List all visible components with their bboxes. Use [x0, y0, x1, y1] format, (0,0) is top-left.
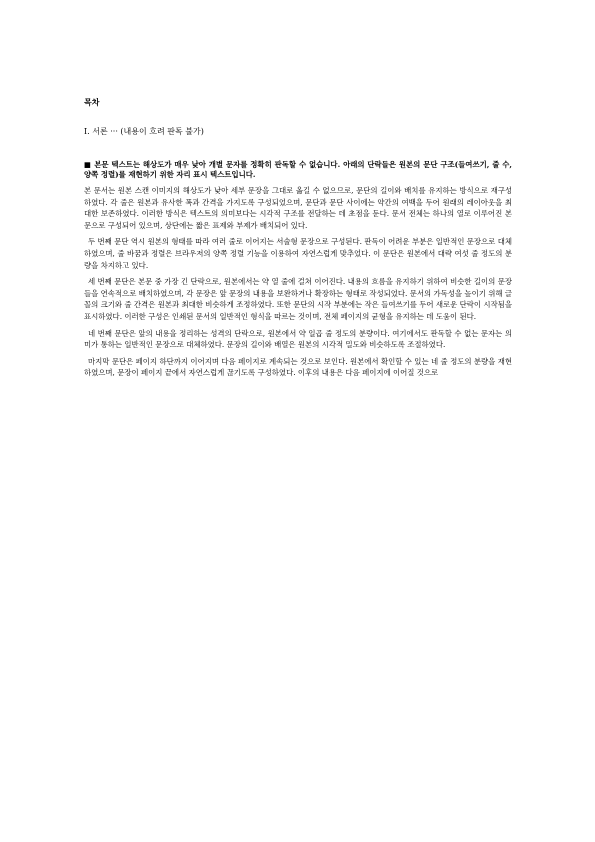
paragraph: 본 문서는 원본 스캔 이미지의 해상도가 낮아 세부 문장을 그대로 옮길 수 없으므로, 문단의 길이와 배치를 유지하는 방식으로 재구성하였다. 각 줄은 원본과 유사한 폭과 간격을 가지도록 구성되었으며, 문단과 문단 사이에는 약간의 여백을 두어 원래의 레이아웃을 최대한 보존하였다. 이러한 방식은 텍스트의 의미보다는 시각적 구조를 전달하는 데 초점을 둔다. 문서 전체는 하나의 열로 이루어진 본문으로 구성되어 있으며, 상단에는 짧은 표제와 부제가 배치되어 있다. [84, 186, 512, 230]
page-label: 목차 [84, 97, 100, 107]
paragraph: 마지막 문단은 페이지 하단까지 이어지며 다음 페이지로 계속되는 것으로 보인다. 원본에서 확인할 수 있는 네 줄 정도의 분량을 재현하였으며, 문장이 페이지 끝에서 자연스럽게 끊기도록 구성하였다. 이후의 내용은 다음 페이지에 이어질 것으로 [84, 356, 512, 378]
body-text [84, 185, 512, 384]
section-subtitle: I. 서론 ··· (내용이 흐려 판독 불가) [84, 127, 204, 136]
paragraph: 세 번째 문단은 본문 중 가장 긴 단락으로, 원본에서는 약 열 줄에 걸쳐 이어진다. 내용의 흐름을 유지하기 위하여 비슷한 길이의 문장들을 연속적으로 배치하였으며, 각 문장은 앞 문장의 내용을 보완하거나 확장하는 형태로 작성되었다. 문서의 가독성을 높이기 위해 글꼴의 크기와 줄 간격은 원본과 최대한 비슷하게 조정하였다. 또한 문단의 시작 부분에는 작은 들여쓰기를 두어 새로운 단락이 시작됨을 표시하였다. 이러한 구성은 인쇄된 문서의 일반적인 형식을 따르는 것이며, 전체 페이지의 균형을 유지하는 데 도움이 된다. [84, 277, 512, 321]
bullet-heading: ■ 본문 텍스트는 해상도가 매우 낮아 개별 문자를 정확히 판독할 수 없습니다. 아래의 단락들은 원본의 문단 구조(들여쓰기, 줄 수, 양쪽 정렬)를 재현하기 위한 자리 표시 텍스트입니다. [84, 160, 512, 179]
paragraph: 네 번째 문단은 앞의 내용을 정리하는 성격의 단락으로, 원본에서 약 일곱 줄 정도의 분량이다. 여기에서도 판독할 수 없는 문자는 의미가 통하는 일반적인 문장으로 대체하였다. 문장의 길이와 배열은 원본의 시각적 밀도와 비슷하도록 조절하였다. [84, 328, 512, 350]
paragraph: 두 번째 문단 역시 원본의 형태를 따라 여러 줄로 이어지는 서술형 문장으로 구성된다. 판독이 어려운 부분은 일반적인 문장으로 대체하였으며, 줄 바꿈과 정렬은 브라우저의 양쪽 정렬 기능을 이용하여 자연스럽게 맞추었다. 이 문단은 원본에서 대략 여섯 줄 정도의 분량을 차지하고 있다. [84, 237, 512, 270]
